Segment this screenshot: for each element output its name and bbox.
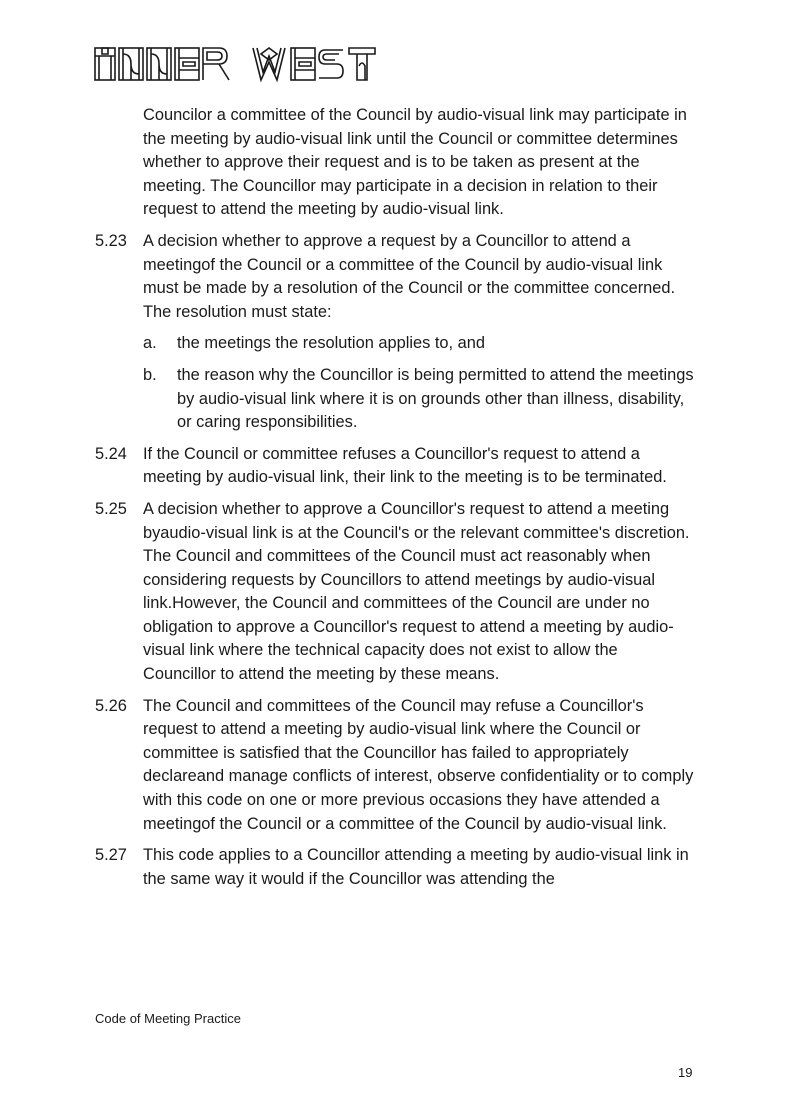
clause-5-23 [95, 230, 695, 435]
clause-number: 5.26 [95, 696, 127, 715]
list-item-label: b. [143, 365, 157, 384]
logo-letter-e2 [291, 48, 315, 80]
logo-letter-r [203, 48, 229, 80]
page-number: 19 [678, 1065, 693, 1080]
clause-5-27 [95, 844, 695, 891]
list-item-text: the reason why the Councillor is being permitted to attend the meetings by audio-visual link where it is on grounds other than illness, disability, or caring responsibilities. [177, 365, 694, 432]
logo-letter-i [95, 48, 115, 80]
document-footer: Code of Meeting Practice [95, 1011, 241, 1026]
clause-text: If the Council or committee refuses a Councillor's request to attend a meeting by audio-visual link, their link to the meeting is to be terminated. [143, 444, 667, 487]
logo-letter-n1 [119, 48, 143, 80]
logo-letter-t [349, 48, 375, 80]
list-item [143, 364, 695, 435]
clause-text: The Council and committees of the Council may refuse a Councillor's request to attend a meeting by audio-visual link where the Council or committee is satisfied that the Councillor has failed to appropriately declareand manage conflicts of interest, observe confidentiality or to comply with this code on one or more previous occasions they have attended a meetingof the Council or a committee of the Council by audio-visual link. [143, 696, 694, 833]
list-item [143, 332, 695, 356]
logo-letter-s [319, 50, 343, 78]
intro-paragraph: Councilor a committee of the Council by audio-visual link may participate in the meeting by audio-visual link until the Council or committee determines whether to approve their request and is to be taken as present at the meeting. The Councillor may participate in a decision in relation to their request to attend the meeting by audio-visual link. [143, 106, 687, 219]
clause-5-26 [95, 695, 695, 837]
logo-letter-n2 [147, 48, 171, 80]
clause-text: This code applies to a Councillor attending a meeting by audio-visual link in the same way it would if the Councillor was attending the [143, 846, 689, 888]
logo-letter-e [175, 48, 199, 80]
clause-5-24 [95, 443, 695, 490]
clause-text: A decision whether to approve a Councillor's request to attend a meeting byaudio-visual link is at the Council's or the relevant committee's discretion. The Council and committees of the Council must act reasonably when considering requests by Councillors to attend meetings by audio-visual link.However, the Council and committees of the Council are under no obligation to approve a Councillor's request to attend a meeting by audio- visual link where the technical capacity does not exist to allow the Councillor to attend the meeting by these means. [143, 499, 690, 684]
clause-5-25 [95, 498, 695, 687]
inner-west-logo [93, 44, 393, 89]
document-body [95, 104, 695, 899]
list-item-text: the meetings the resolution applies to, and [177, 334, 485, 353]
clause-number: 5.24 [95, 444, 127, 463]
list-item-label: a. [143, 334, 157, 353]
clause-number: 5.27 [95, 846, 127, 865]
clause-text: A decision whether to approve a request by a Councillor to attend a meetingof the Council or a committee of the Council by audio-visual link must be made by a resolution of the Council or the committee concerned. The resolution must state: [143, 231, 676, 321]
logo-letter-w [253, 48, 285, 80]
clause-number: 5.25 [95, 499, 127, 518]
clause-number: 5.23 [95, 231, 127, 250]
